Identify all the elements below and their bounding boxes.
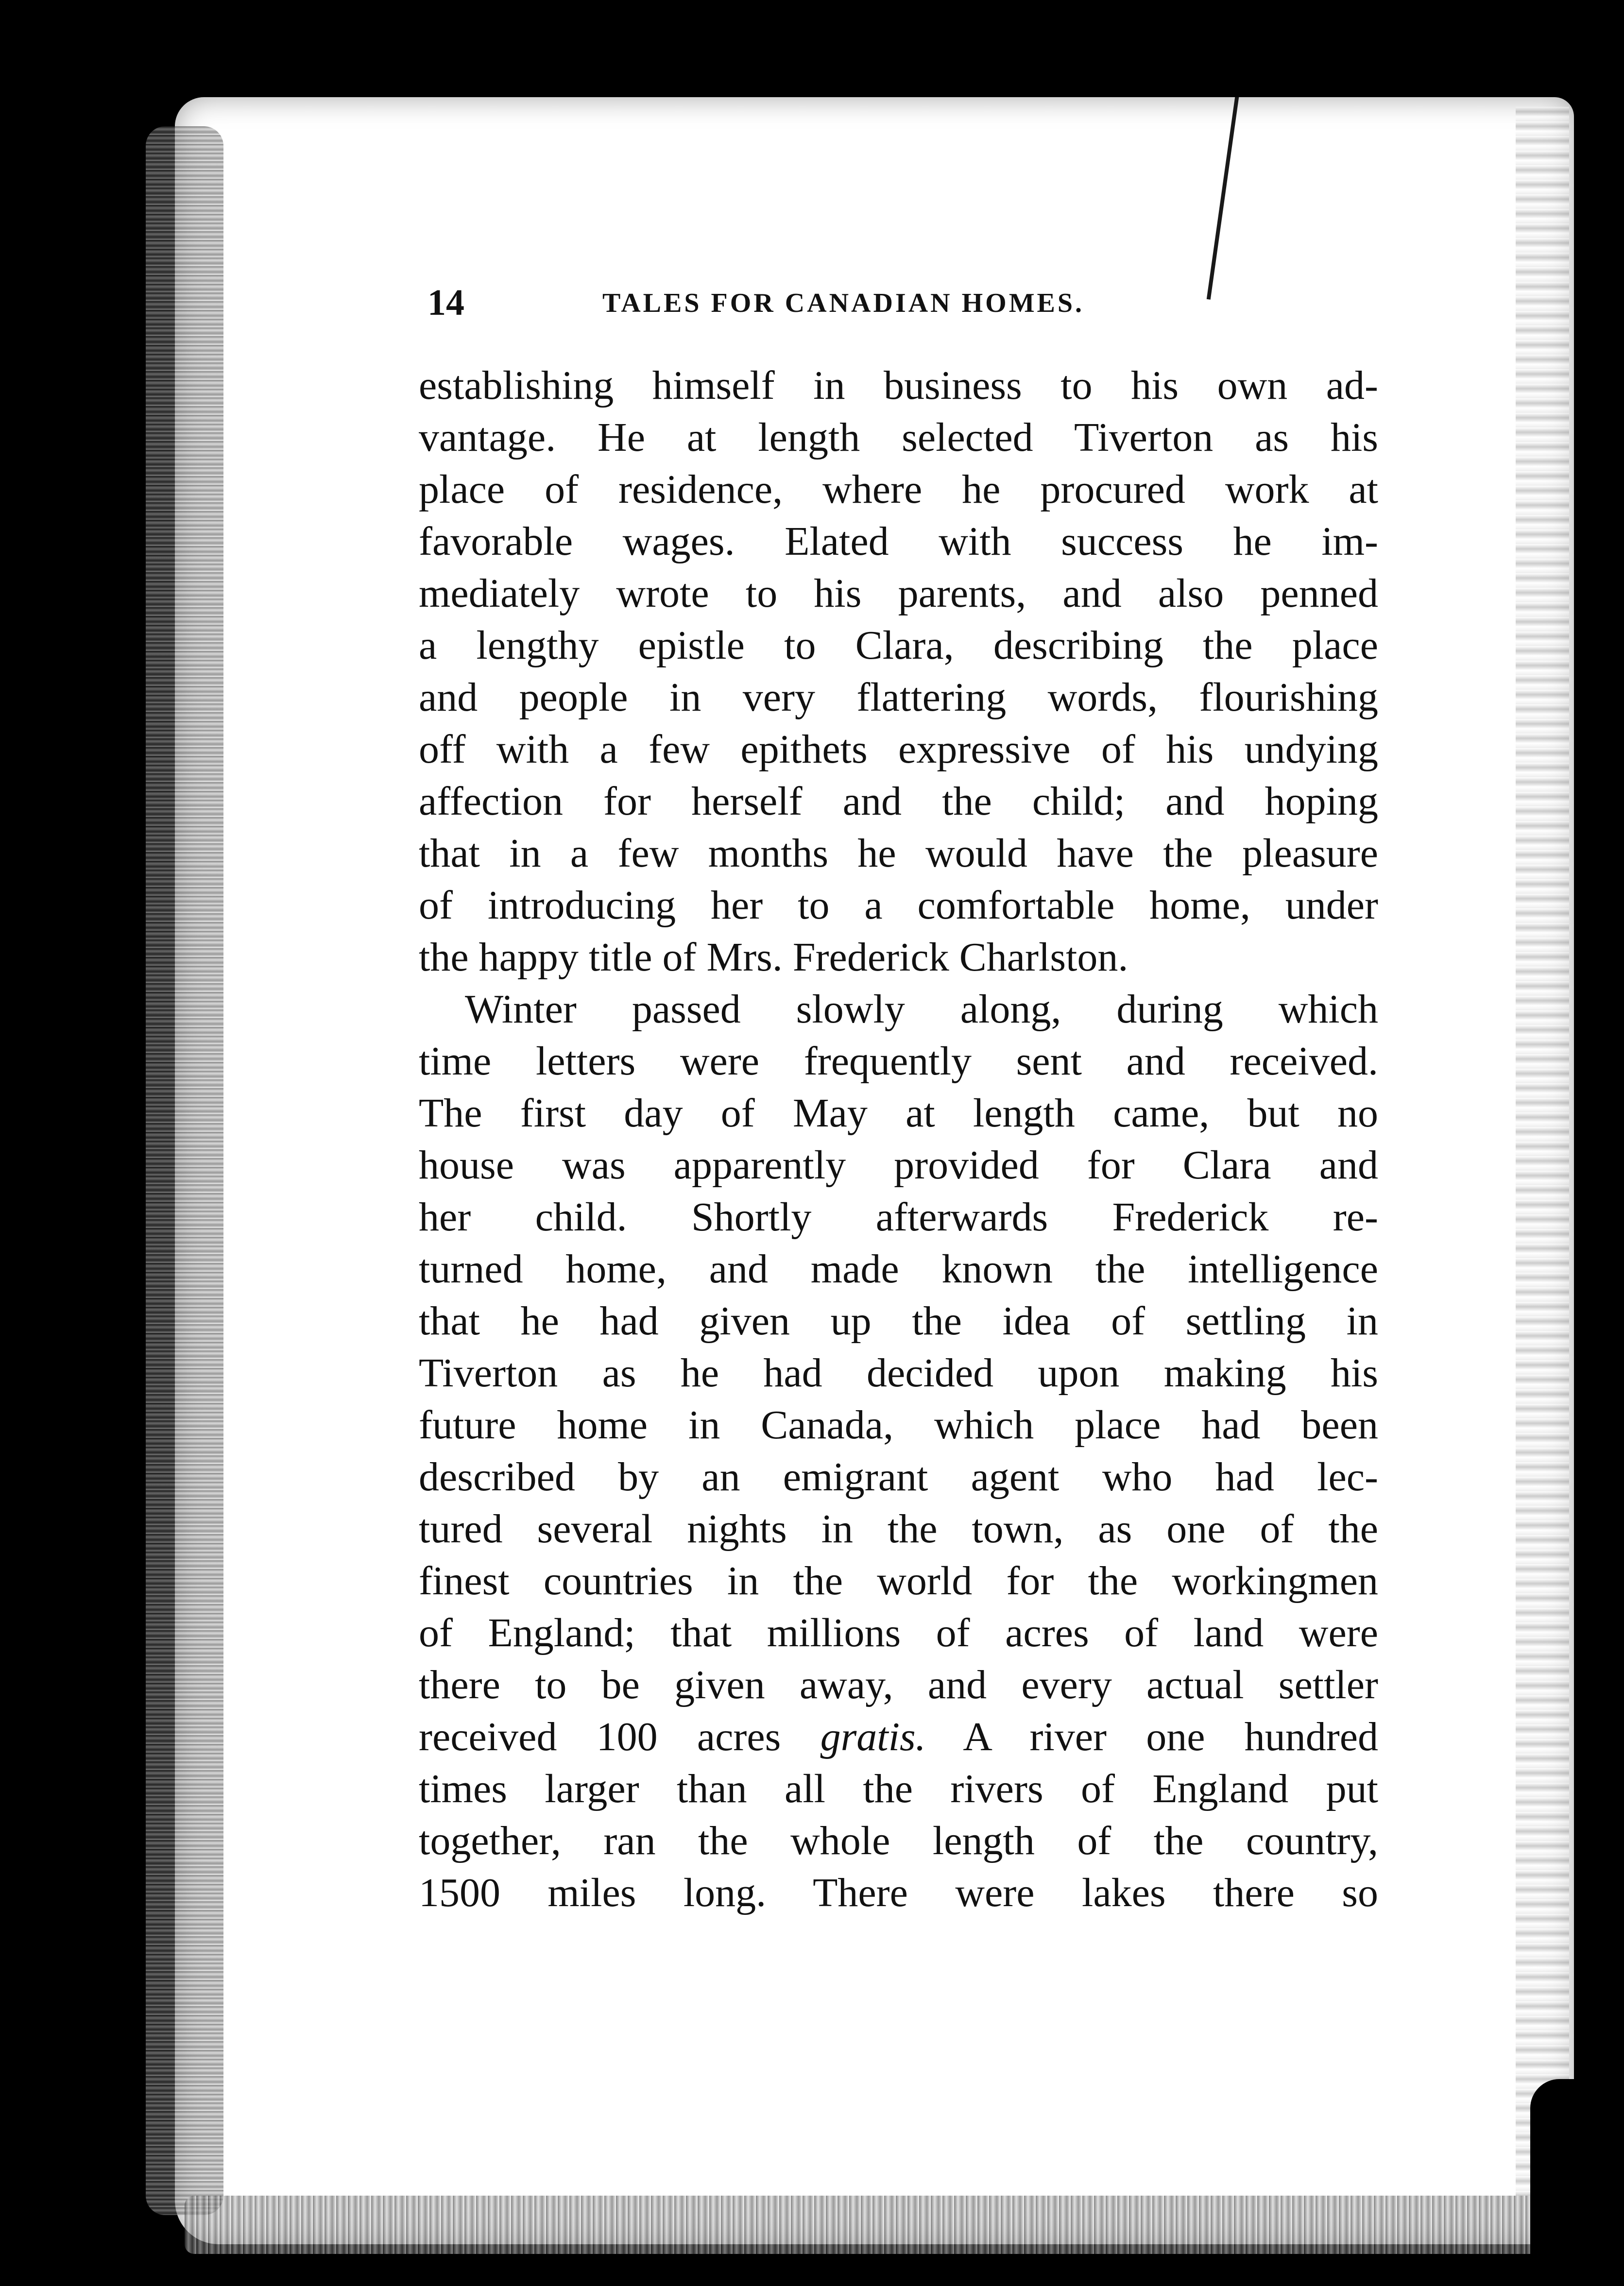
text-line: Tiverton as he had decided upon making his <box>419 1350 1378 1396</box>
text-line: mediately wrote to his parents, and also penned <box>419 571 1378 616</box>
page-edge-bottom <box>185 2196 1574 2254</box>
text-line: favorable wages. Elated with success he im- <box>419 519 1378 564</box>
italic-word: gratis. <box>820 1714 926 1759</box>
text-line: that he had given up the idea of settling in <box>419 1298 1378 1344</box>
text-line: of England; that millions of acres of land were <box>419 1610 1378 1655</box>
text-line: together, ran the whole length of the country, <box>419 1818 1378 1863</box>
text-line: place of residence, where he procured work at <box>419 467 1378 512</box>
body-text <box>419 359 1378 1919</box>
text-line: times larger than all the rivers of England put <box>419 1766 1378 1811</box>
text-line: the happy title of Mrs. Frederick Charlston. <box>419 935 1128 980</box>
text-line: described by an emigrant agent who had lec- <box>419 1454 1378 1500</box>
text-run: received 100 acres <box>419 1714 821 1759</box>
text-line: vantage. He at length selected Tiverton as his <box>419 415 1378 460</box>
page-tear <box>1530 2079 1589 2254</box>
text-line: off with a few epithets expressive of his undying <box>419 727 1378 772</box>
text-line: future home in Canada, which place had been <box>419 1402 1378 1448</box>
text-line: establishing himself in business to his own ad- <box>419 363 1378 408</box>
page-edge-left <box>146 126 223 2215</box>
page-edge-right <box>1516 107 1569 2196</box>
text-line: her child. Shortly afterwards Frederick re- <box>419 1194 1378 1240</box>
text-line: and people in very flattering words, flourishing <box>419 675 1378 720</box>
text-line: that in a few months he would have the pleasure <box>419 831 1378 876</box>
page-number: 14 <box>427 282 464 323</box>
text-line: of introducing her to a comfortable home, under <box>419 883 1378 928</box>
text-line: time letters were frequently sent and received. <box>419 1039 1378 1084</box>
running-head: TALES FOR CANADIAN HOMES. <box>602 288 1085 318</box>
text-line: a lengthy epistle to Clara, describing the place <box>419 623 1378 668</box>
text-line: turned home, and made known the intelligence <box>419 1246 1378 1292</box>
text-line: affection for herself and the child; and hoping <box>419 779 1378 824</box>
text-line: house was apparently provided for Clara and <box>419 1143 1378 1188</box>
page-header <box>413 282 1239 325</box>
text-line: 1500 miles long. There were lakes there so <box>419 1870 1378 1915</box>
text-line-with-italic <box>419 1711 1378 1763</box>
text-run: A river one hundred <box>925 1714 1378 1759</box>
text-line: finest countries in the world for the workingmen <box>419 1558 1378 1604</box>
text-line: tured several nights in the town, as one of the <box>419 1506 1378 1552</box>
text-line: there to be given away, and every actual settler <box>419 1662 1378 1707</box>
text-line: The first day of May at length came, but no <box>419 1091 1378 1136</box>
text-line: Winter passed slowly along, during which <box>465 987 1378 1032</box>
